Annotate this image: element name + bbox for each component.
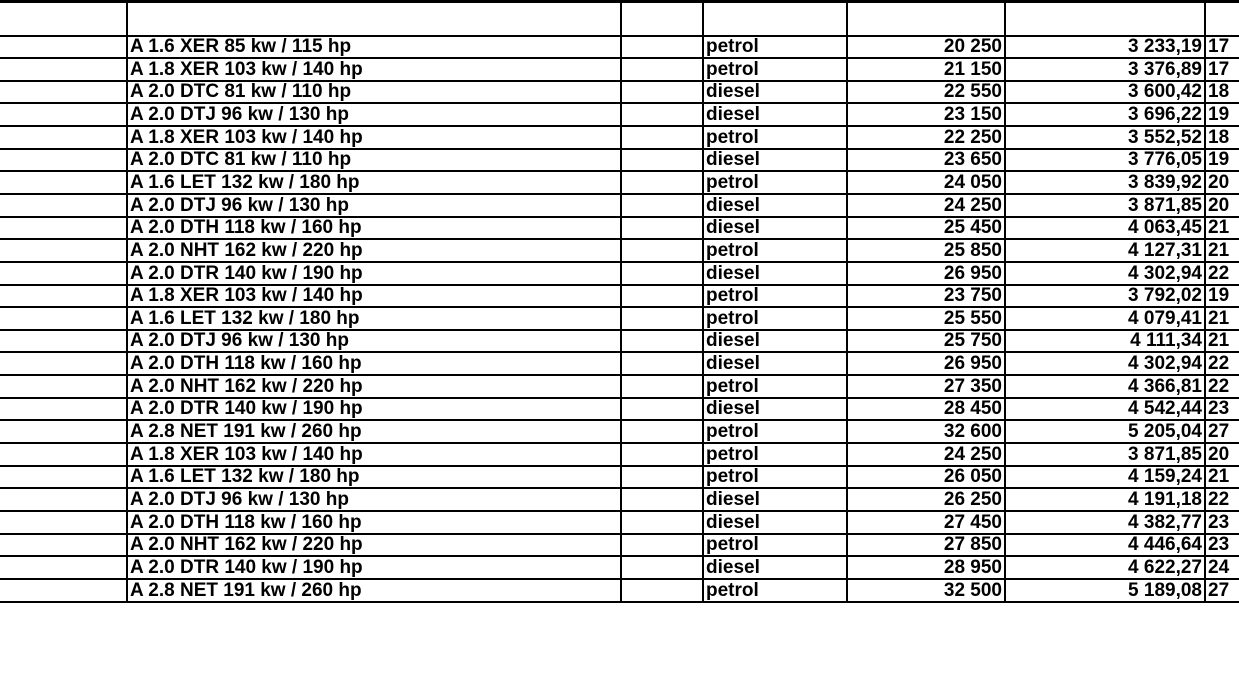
row-blank-cell[interactable] bbox=[0, 534, 127, 557]
tax-cell[interactable]: 4 191,18 bbox=[1005, 488, 1205, 511]
model-cell[interactable]: A 1.6 LET 132 kw / 180 hp bbox=[127, 171, 621, 194]
next-column-cell[interactable]: 18 bbox=[1205, 126, 1239, 149]
model-cell[interactable]: A 2.0 DTH 118 kw / 160 hp bbox=[127, 217, 621, 240]
model-cell[interactable]: A 1.8 XER 103 kw / 140 hp bbox=[127, 126, 621, 149]
price-cell[interactable]: 28 950 bbox=[847, 556, 1005, 579]
price-cell[interactable]: 23 750 bbox=[847, 285, 1005, 308]
row-blank-cell[interactable] bbox=[621, 36, 703, 59]
model-cell[interactable]: A 2.0 DTJ 96 kw / 130 hp bbox=[127, 103, 621, 126]
row-blank-cell[interactable] bbox=[621, 149, 703, 172]
row-blank-cell[interactable] bbox=[0, 375, 127, 398]
price-cell[interactable]: 32 500 bbox=[847, 579, 1005, 602]
tax-cell[interactable]: 3 233,19 bbox=[1005, 36, 1205, 59]
next-column-cell[interactable]: 27 bbox=[1205, 420, 1239, 443]
price-cell[interactable]: 32 600 bbox=[847, 420, 1005, 443]
next-column-cell[interactable]: 18 bbox=[1205, 81, 1239, 104]
model-cell[interactable]: A 1.8 XER 103 kw / 140 hp bbox=[127, 285, 621, 308]
row-blank-cell[interactable] bbox=[0, 579, 127, 602]
row-blank-cell[interactable] bbox=[621, 285, 703, 308]
price-cell[interactable]: 26 250 bbox=[847, 488, 1005, 511]
model-cell[interactable]: A 1.6 LET 132 kw / 180 hp bbox=[127, 466, 621, 489]
table-row bbox=[0, 466, 1239, 489]
fuel-cell[interactable]: petrol bbox=[703, 307, 847, 330]
row-blank-cell[interactable] bbox=[621, 511, 703, 534]
table-row bbox=[0, 488, 1239, 511]
fuel-cell[interactable]: petrol bbox=[703, 239, 847, 262]
row-blank-cell[interactable] bbox=[621, 307, 703, 330]
next-column-cell[interactable]: 19 bbox=[1205, 149, 1239, 172]
row-blank-cell[interactable] bbox=[0, 126, 127, 149]
tax-cell[interactable]: 4 159,24 bbox=[1005, 466, 1205, 489]
row-blank-cell[interactable] bbox=[0, 307, 127, 330]
fuel-cell[interactable]: petrol bbox=[703, 58, 847, 81]
row-blank-cell[interactable] bbox=[0, 556, 127, 579]
row-blank-cell[interactable] bbox=[0, 352, 127, 375]
empty-cell[interactable] bbox=[621, 2, 703, 36]
next-column-cell[interactable]: 24 bbox=[1205, 556, 1239, 579]
table-row bbox=[0, 239, 1239, 262]
price-cell[interactable]: 26 050 bbox=[847, 466, 1005, 489]
fuel-cell[interactable]: petrol bbox=[703, 534, 847, 557]
fuel-cell[interactable]: diesel bbox=[703, 81, 847, 104]
model-cell[interactable]: A 1.8 XER 103 kw / 140 hp bbox=[127, 58, 621, 81]
next-column-cell[interactable]: 23 bbox=[1205, 534, 1239, 557]
model-cell[interactable]: A 2.0 NHT 162 kw / 220 hp bbox=[127, 375, 621, 398]
fuel-cell[interactable]: petrol bbox=[703, 466, 847, 489]
price-cell[interactable]: 22 250 bbox=[847, 126, 1005, 149]
fuel-cell[interactable]: diesel bbox=[703, 262, 847, 285]
table-row bbox=[0, 58, 1239, 81]
price-cell[interactable]: 25 850 bbox=[847, 239, 1005, 262]
price-cell[interactable]: 25 750 bbox=[847, 330, 1005, 353]
next-column-cell[interactable]: 21 bbox=[1205, 466, 1239, 489]
row-blank-cell[interactable] bbox=[621, 126, 703, 149]
row-blank-cell[interactable] bbox=[621, 398, 703, 421]
empty-cell[interactable] bbox=[0, 2, 127, 36]
model-cell[interactable]: A 1.6 XER 85 kw / 115 hp bbox=[127, 36, 621, 59]
row-blank-cell[interactable] bbox=[621, 488, 703, 511]
next-column-cell[interactable]: 19 bbox=[1205, 103, 1239, 126]
model-cell[interactable]: A 2.0 DTJ 96 kw / 130 hp bbox=[127, 488, 621, 511]
price-cell[interactable]: 25 450 bbox=[847, 217, 1005, 240]
row-blank-cell[interactable] bbox=[0, 171, 127, 194]
tax-cell[interactable]: 4 111,34 bbox=[1005, 330, 1205, 353]
next-column-cell[interactable]: 21 bbox=[1205, 330, 1239, 353]
price-cell[interactable]: 26 950 bbox=[847, 262, 1005, 285]
table-row bbox=[0, 420, 1239, 443]
table-row bbox=[0, 217, 1239, 240]
tax-cell[interactable]: 5 189,08 bbox=[1005, 579, 1205, 602]
tax-cell[interactable]: 3 839,92 bbox=[1005, 171, 1205, 194]
price-cell[interactable]: 24 250 bbox=[847, 443, 1005, 466]
tax-cell[interactable]: 4 079,41 bbox=[1005, 307, 1205, 330]
model-cell[interactable]: A 1.8 XER 103 kw / 140 hp bbox=[127, 443, 621, 466]
fuel-cell[interactable]: petrol bbox=[703, 36, 847, 59]
row-blank-cell[interactable] bbox=[0, 58, 127, 81]
fuel-cell[interactable]: diesel bbox=[703, 488, 847, 511]
empty-cell[interactable] bbox=[1005, 2, 1205, 36]
model-cell[interactable]: A 2.0 DTJ 96 kw / 130 hp bbox=[127, 330, 621, 353]
table-row bbox=[0, 375, 1239, 398]
table-row bbox=[0, 398, 1239, 421]
model-cell[interactable]: A 2.0 DTR 140 kw / 190 hp bbox=[127, 262, 621, 285]
model-cell[interactable]: A 2.0 DTR 140 kw / 190 hp bbox=[127, 556, 621, 579]
next-column-cell[interactable]: 20 bbox=[1205, 443, 1239, 466]
row-blank-cell[interactable] bbox=[621, 375, 703, 398]
row-blank-cell[interactable] bbox=[621, 262, 703, 285]
row-blank-cell[interactable] bbox=[0, 443, 127, 466]
next-column-cell[interactable]: 23 bbox=[1205, 511, 1239, 534]
fuel-cell[interactable]: petrol bbox=[703, 171, 847, 194]
fuel-cell[interactable]: diesel bbox=[703, 330, 847, 353]
row-blank-cell[interactable] bbox=[0, 285, 127, 308]
fuel-cell[interactable]: diesel bbox=[703, 398, 847, 421]
row-blank-cell[interactable] bbox=[0, 194, 127, 217]
row-blank-cell[interactable] bbox=[0, 149, 127, 172]
fuel-cell[interactable]: petrol bbox=[703, 126, 847, 149]
model-cell[interactable]: A 2.0 DTR 140 kw / 190 hp bbox=[127, 398, 621, 421]
tax-cell[interactable]: 4 302,94 bbox=[1005, 352, 1205, 375]
row-blank-cell[interactable] bbox=[0, 81, 127, 104]
table-row bbox=[0, 126, 1239, 149]
tax-cell[interactable]: 3 776,05 bbox=[1005, 149, 1205, 172]
row-blank-cell[interactable] bbox=[621, 239, 703, 262]
table-row bbox=[0, 307, 1239, 330]
tax-cell[interactable]: 5 205,04 bbox=[1005, 420, 1205, 443]
price-cell[interactable]: 24 250 bbox=[847, 194, 1005, 217]
tax-cell[interactable]: 3 871,85 bbox=[1005, 194, 1205, 217]
fuel-cell[interactable]: diesel bbox=[703, 149, 847, 172]
price-cell[interactable]: 23 650 bbox=[847, 149, 1005, 172]
row-blank-cell[interactable] bbox=[621, 58, 703, 81]
row-blank-cell[interactable] bbox=[621, 466, 703, 489]
table-row bbox=[0, 556, 1239, 579]
tax-cell[interactable]: 4 622,27 bbox=[1005, 556, 1205, 579]
fuel-cell[interactable]: petrol bbox=[703, 579, 847, 602]
fuel-cell[interactable]: diesel bbox=[703, 556, 847, 579]
tax-cell[interactable]: 4 366,81 bbox=[1005, 375, 1205, 398]
model-cell[interactable]: A 2.0 DTH 118 kw / 160 hp bbox=[127, 511, 621, 534]
table-row bbox=[0, 285, 1239, 308]
model-cell[interactable]: A 2.0 NHT 162 kw / 220 hp bbox=[127, 239, 621, 262]
table-body bbox=[0, 2, 1239, 602]
table-row bbox=[0, 171, 1239, 194]
header-spacer-row bbox=[0, 2, 1239, 36]
table-row bbox=[0, 81, 1239, 104]
model-cell[interactable]: A 2.0 DTH 118 kw / 160 hp bbox=[127, 352, 621, 375]
price-cell[interactable]: 27 350 bbox=[847, 375, 1005, 398]
tax-cell[interactable]: 3 552,52 bbox=[1005, 126, 1205, 149]
row-blank-cell[interactable] bbox=[0, 239, 127, 262]
tax-cell[interactable]: 4 542,44 bbox=[1005, 398, 1205, 421]
next-column-cell[interactable]: 21 bbox=[1205, 307, 1239, 330]
price-cell[interactable]: 23 150 bbox=[847, 103, 1005, 126]
table-row bbox=[0, 36, 1239, 59]
row-blank-cell[interactable] bbox=[0, 420, 127, 443]
next-column-cell[interactable]: 27 bbox=[1205, 579, 1239, 602]
next-column-cell[interactable]: 21 bbox=[1205, 217, 1239, 240]
next-column-cell[interactable]: 22 bbox=[1205, 375, 1239, 398]
fuel-cell[interactable]: diesel bbox=[703, 103, 847, 126]
table-row bbox=[0, 103, 1239, 126]
table-row bbox=[0, 443, 1239, 466]
fuel-cell[interactable]: diesel bbox=[703, 511, 847, 534]
table-row bbox=[0, 330, 1239, 353]
row-blank-cell[interactable] bbox=[621, 352, 703, 375]
table-row bbox=[0, 194, 1239, 217]
row-blank-cell[interactable] bbox=[0, 36, 127, 59]
tax-cell[interactable]: 3 600,42 bbox=[1005, 81, 1205, 104]
row-blank-cell[interactable] bbox=[621, 556, 703, 579]
price-cell[interactable]: 25 550 bbox=[847, 307, 1005, 330]
next-column-cell[interactable]: 22 bbox=[1205, 262, 1239, 285]
tax-cell[interactable]: 4 446,64 bbox=[1005, 534, 1205, 557]
tax-cell[interactable]: 3 871,85 bbox=[1005, 443, 1205, 466]
model-cell[interactable]: A 2.0 DTC 81 kw / 110 hp bbox=[127, 81, 621, 104]
next-column-cell[interactable]: 19 bbox=[1205, 285, 1239, 308]
next-column-cell[interactable]: 22 bbox=[1205, 352, 1239, 375]
fuel-cell[interactable]: diesel bbox=[703, 352, 847, 375]
row-blank-cell[interactable] bbox=[621, 534, 703, 557]
fuel-cell[interactable]: petrol bbox=[703, 420, 847, 443]
row-blank-cell[interactable] bbox=[621, 103, 703, 126]
next-column-cell[interactable]: 20 bbox=[1205, 194, 1239, 217]
price-cell[interactable]: 27 450 bbox=[847, 511, 1005, 534]
row-blank-cell[interactable] bbox=[621, 194, 703, 217]
row-blank-cell[interactable] bbox=[0, 262, 127, 285]
row-blank-cell[interactable] bbox=[0, 330, 127, 353]
row-blank-cell[interactable] bbox=[621, 81, 703, 104]
row-blank-cell[interactable] bbox=[0, 217, 127, 240]
price-cell[interactable]: 21 150 bbox=[847, 58, 1005, 81]
tax-cell[interactable]: 4 302,94 bbox=[1005, 262, 1205, 285]
row-blank-cell[interactable] bbox=[621, 420, 703, 443]
model-cell[interactable]: A 2.8 NET 191 kw / 260 hp bbox=[127, 579, 621, 602]
fuel-cell[interactable]: petrol bbox=[703, 443, 847, 466]
tax-cell[interactable]: 4 063,45 bbox=[1005, 217, 1205, 240]
tax-cell[interactable]: 3 792,02 bbox=[1005, 285, 1205, 308]
row-blank-cell[interactable] bbox=[621, 579, 703, 602]
next-column-cell[interactable]: 17 bbox=[1205, 36, 1239, 59]
price-cell[interactable]: 27 850 bbox=[847, 534, 1005, 557]
table-row bbox=[0, 534, 1239, 557]
row-blank-cell[interactable] bbox=[621, 443, 703, 466]
fuel-cell[interactable]: petrol bbox=[703, 285, 847, 308]
next-column-cell[interactable]: 21 bbox=[1205, 239, 1239, 262]
fuel-cell[interactable]: diesel bbox=[703, 194, 847, 217]
next-column-cell[interactable]: 22 bbox=[1205, 488, 1239, 511]
row-blank-cell[interactable] bbox=[0, 511, 127, 534]
price-cell[interactable]: 26 950 bbox=[847, 352, 1005, 375]
tax-cell[interactable]: 3 696,22 bbox=[1005, 103, 1205, 126]
price-cell[interactable]: 24 050 bbox=[847, 171, 1005, 194]
price-cell[interactable]: 20 250 bbox=[847, 36, 1005, 59]
table-row bbox=[0, 352, 1239, 375]
model-cell[interactable]: A 2.0 DTJ 96 kw / 130 hp bbox=[127, 194, 621, 217]
row-blank-cell[interactable] bbox=[0, 488, 127, 511]
empty-cell[interactable] bbox=[1205, 2, 1239, 36]
price-cell[interactable]: 22 550 bbox=[847, 81, 1005, 104]
row-blank-cell[interactable] bbox=[0, 398, 127, 421]
price-cell[interactable]: 28 450 bbox=[847, 398, 1005, 421]
table-row bbox=[0, 579, 1239, 602]
model-cell[interactable]: A 2.0 NHT 162 kw / 220 hp bbox=[127, 534, 621, 557]
table-row bbox=[0, 149, 1239, 172]
row-blank-cell[interactable] bbox=[0, 466, 127, 489]
row-blank-cell[interactable] bbox=[0, 103, 127, 126]
tax-cell[interactable]: 3 376,89 bbox=[1005, 58, 1205, 81]
table-row bbox=[0, 262, 1239, 285]
model-cell[interactable]: A 2.0 DTC 81 kw / 110 hp bbox=[127, 149, 621, 172]
fuel-cell[interactable]: petrol bbox=[703, 375, 847, 398]
tax-cell[interactable]: 4 382,77 bbox=[1005, 511, 1205, 534]
row-blank-cell[interactable] bbox=[621, 330, 703, 353]
next-column-cell[interactable]: 17 bbox=[1205, 58, 1239, 81]
model-cell[interactable]: A 2.8 NET 191 kw / 260 hp bbox=[127, 420, 621, 443]
tax-cell[interactable]: 4 127,31 bbox=[1005, 239, 1205, 262]
model-cell[interactable]: A 1.6 LET 132 kw / 180 hp bbox=[127, 307, 621, 330]
empty-cell[interactable] bbox=[847, 2, 1005, 36]
next-column-cell[interactable]: 20 bbox=[1205, 171, 1239, 194]
row-blank-cell[interactable] bbox=[621, 171, 703, 194]
empty-cell[interactable] bbox=[127, 2, 621, 36]
empty-cell[interactable] bbox=[703, 2, 847, 36]
table-row bbox=[0, 511, 1239, 534]
row-blank-cell[interactable] bbox=[621, 217, 703, 240]
fuel-cell[interactable]: diesel bbox=[703, 217, 847, 240]
next-column-cell[interactable]: 23 bbox=[1205, 398, 1239, 421]
